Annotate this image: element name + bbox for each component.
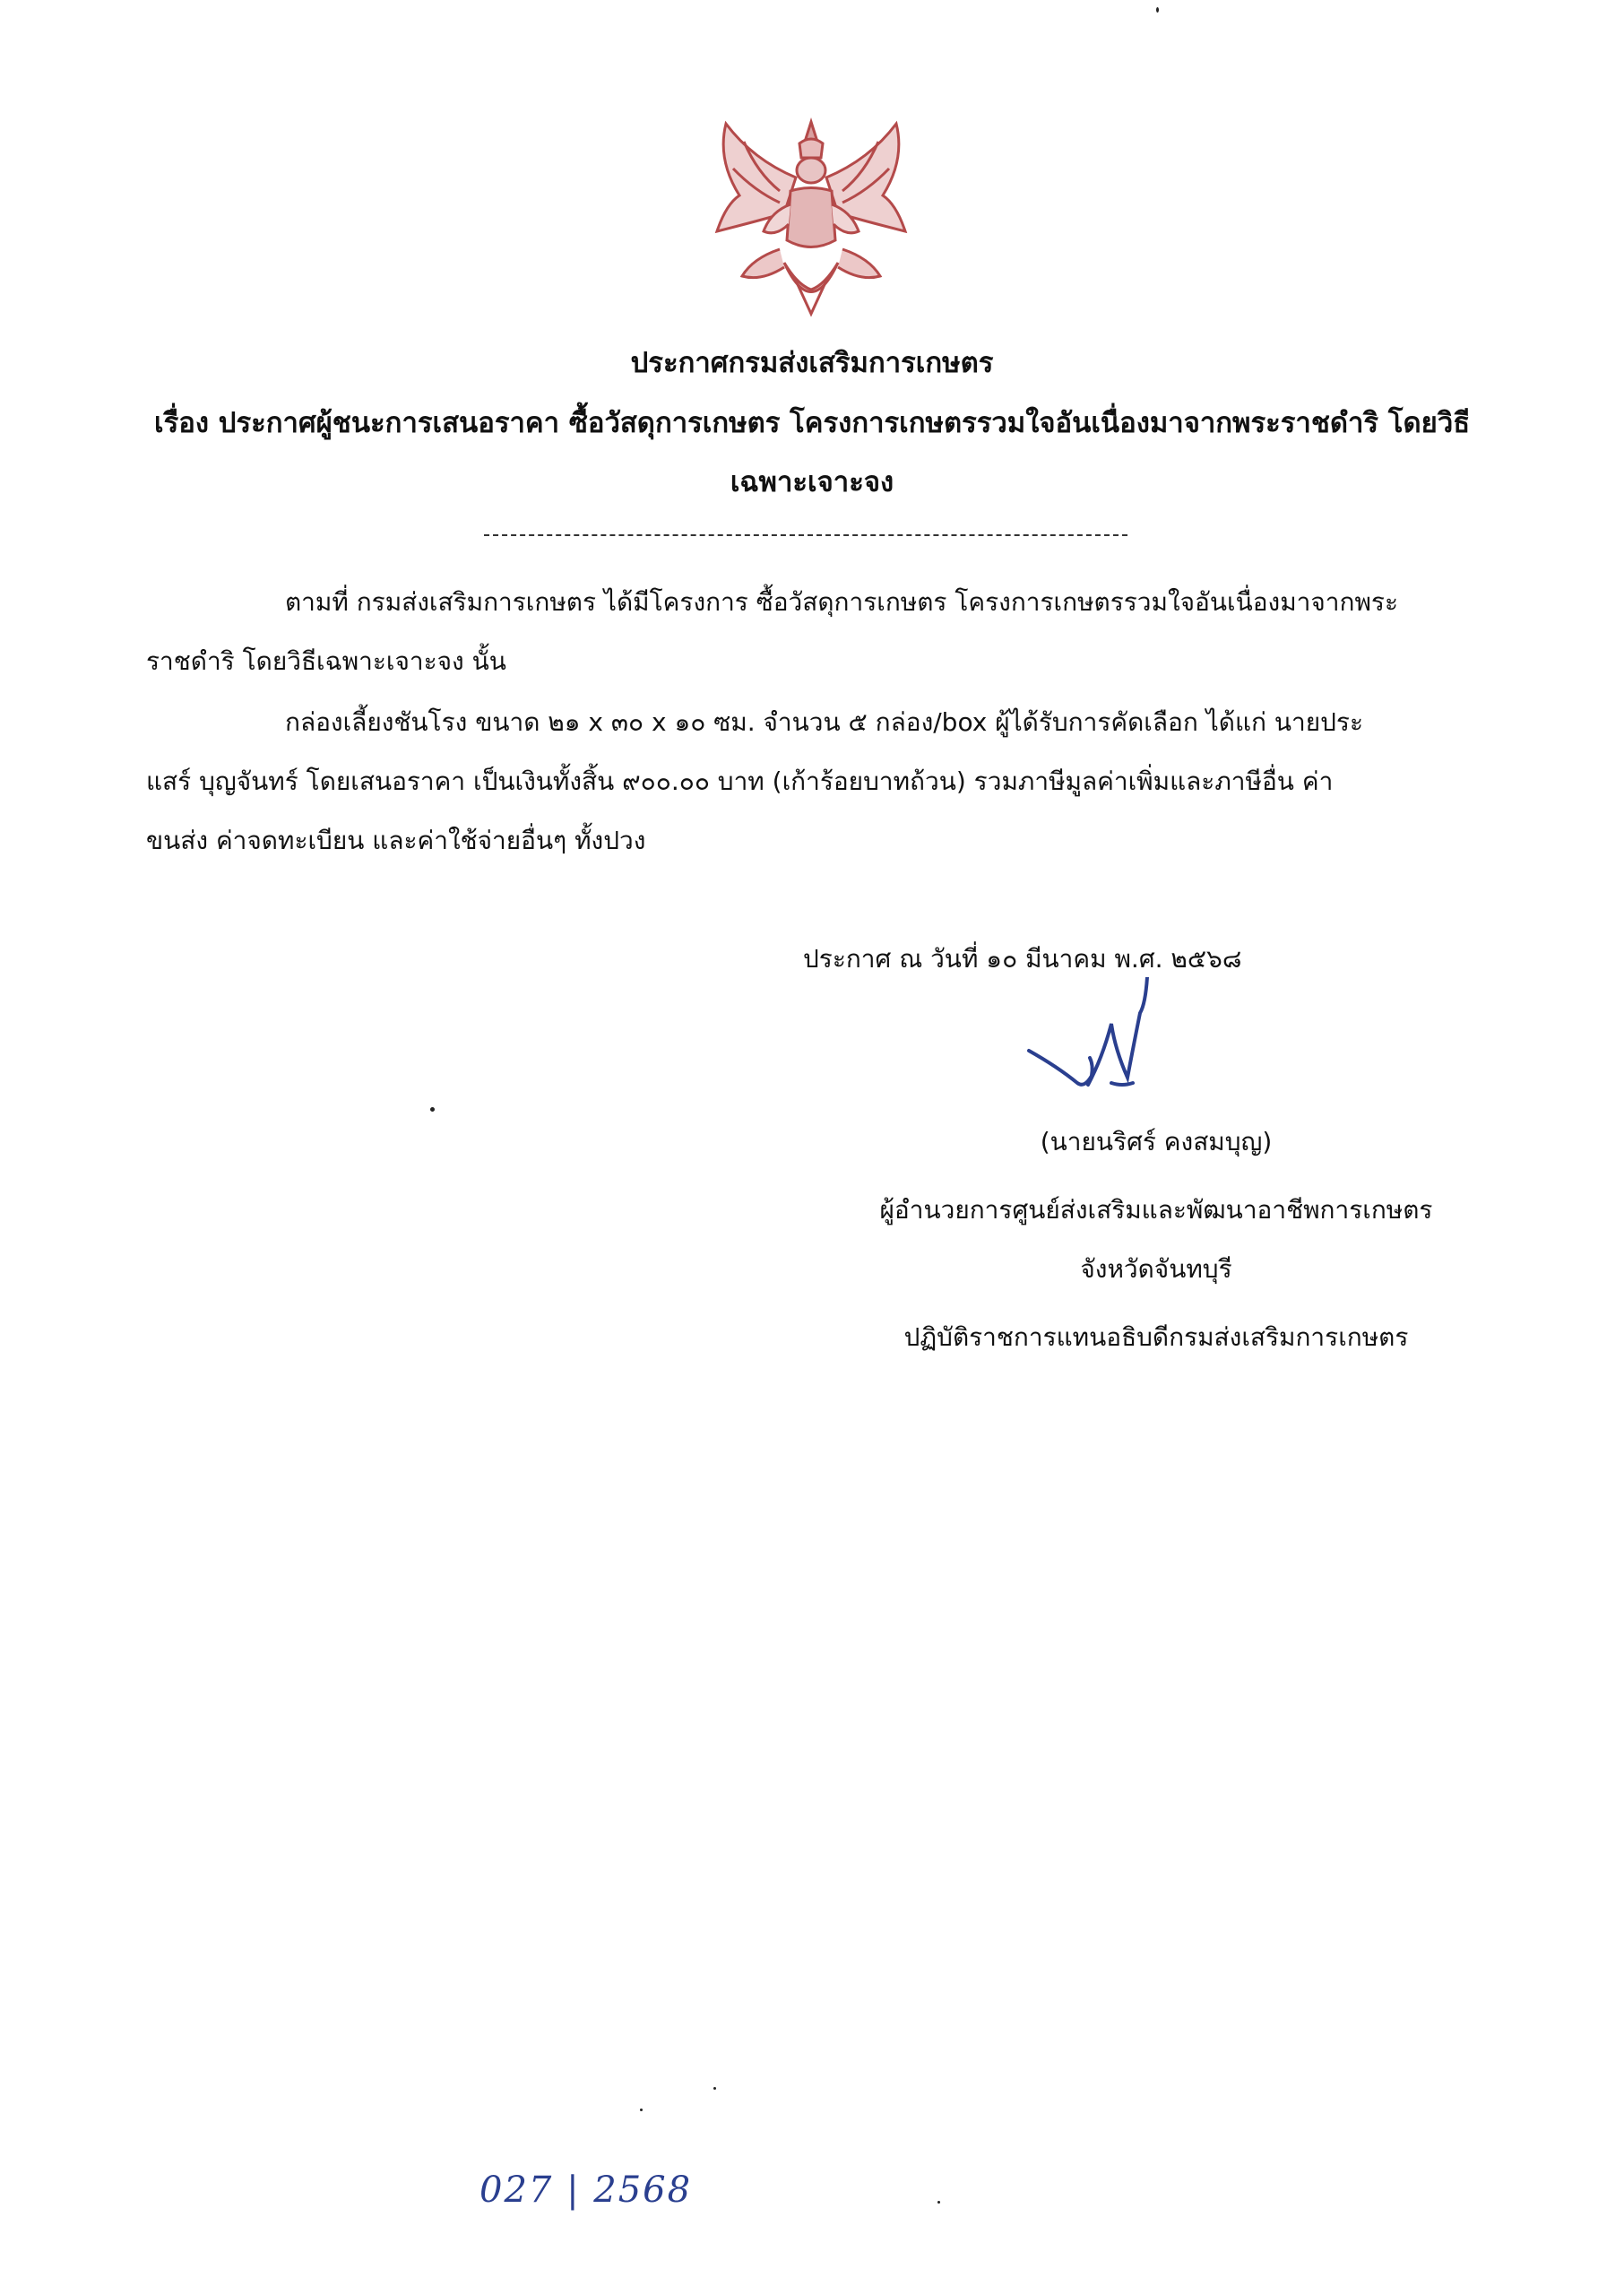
signatory-position-3: ปฏิบัติราชการแทนอธิบดีกรมส่งเสริมการเกษตร: [903, 1322, 1409, 1352]
paragraph-1-line-2: ราชดำริ โดยวิธีเฉพาะเจาะจง นั้น: [146, 646, 506, 676]
announcement-date: ประกาศ ณ วันที่ ๑๐ มีนาคม พ.ศ. ๒๕๖๘: [803, 944, 1242, 974]
scan-speck: [430, 1107, 435, 1112]
scan-speck: [713, 2087, 716, 2090]
agency-heading: ประกาศกรมส่งเสริมการเกษตร: [630, 347, 994, 379]
paragraph-2-line-1: กล่องเลี้ยงชันโรง ขนาด ๒๑ x ๓๐ x ๑๐ ซม. จำนวน ๕ กล่อง/box ผู้ได้รับการคัดเลือก ได้แก่ นายประ: [285, 707, 1363, 737]
scan-speck: [640, 2109, 643, 2111]
subject-line-2: เฉพาะเจาะจง: [730, 466, 894, 498]
garuda-emblem-icon: [690, 106, 932, 330]
subject-line-1: เรื่อง ประกาศผู้ชนะการเสนอราคา ซื้อวัสดุการเกษตร โครงการเกษตรรวมใจอันเนื่องมาจากพระราชดำริ โดยวิธี: [154, 407, 1471, 439]
signatory-position-1: ผู้อำนวยการศูนย์ส่งเสริมและพัฒนาอาชีพการเกษตร: [879, 1195, 1433, 1225]
signatory-position-2: จังหวัดจันทบุรี: [1080, 1254, 1232, 1284]
paragraph-2-line-2: แสร์ บุญจันทร์ โดยเสนอราคา เป็นเงินทั้งสิ้น ๙๐๐.๐๐ บาท (เก้าร้อยบาทถ้วน) รวมภาษีมูลค่าเพิ่มและภาษีอื่น ค่า: [146, 766, 1334, 796]
divider-rule: [484, 534, 1127, 536]
scan-speck: [1156, 7, 1159, 13]
handwritten-doc-number: 027 | 2568: [479, 2169, 693, 2211]
handwritten-signature: [1022, 977, 1183, 1103]
paragraph-2-line-3: ขนส่ง ค่าจดทะเบียน และค่าใช้จ่ายอื่นๆ ทั้งปวง: [146, 826, 646, 855]
paragraph-1-line-1: ตามที่ กรมส่งเสริมการเกษตร ได้มีโครงการ ซื้อวัสดุการเกษตร โครงการเกษตรรวมใจอันเนื่องมาจากพระ: [285, 587, 1399, 617]
scan-speck: [937, 2201, 940, 2204]
signatory-name: (นายนริศร์ คงสมบุญ): [1040, 1127, 1273, 1156]
